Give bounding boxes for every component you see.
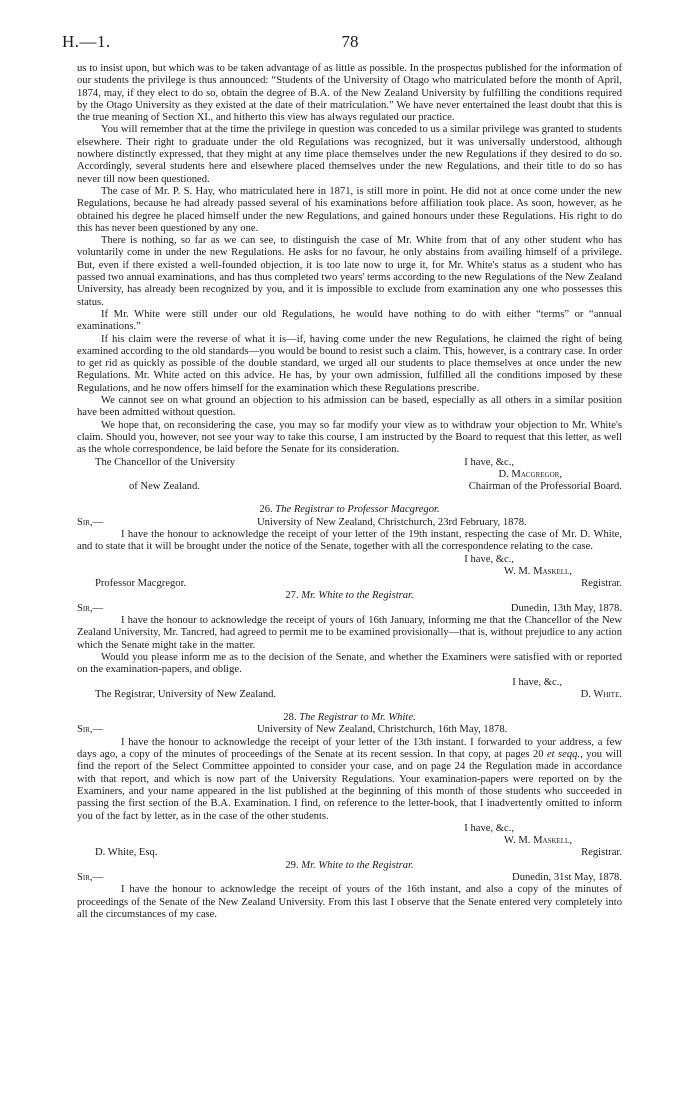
address-date: Dunedin, 31st May, 1878.	[512, 872, 622, 883]
italic-phrase: et seqq.	[546, 749, 581, 761]
letter-title: The Registrar to Mr. White.	[299, 712, 416, 724]
signer-title: Registrar.	[581, 847, 622, 859]
recipient: D. White, Esq.	[95, 847, 158, 859]
recipient-line: The Chancellor of the University	[95, 456, 236, 468]
letter-body: I have the honour to acknowledge the receipt of yours of 16th January, informing me that the Chancellor of the New Zealand University, Mr. Tancred, had agreed to permit me to be examined provisionally—that is, without prejudice to any action which the Senate might take in the matter.	[77, 615, 622, 651]
letter-number: 26.	[259, 504, 273, 516]
signer-name: W. M. Maskell,	[504, 565, 572, 577]
letter-heading	[77, 712, 622, 724]
salutation: Sir,—	[77, 724, 104, 736]
address-date: Dunedin, 13th May, 1878.	[510, 602, 622, 614]
letter-28	[77, 712, 622, 860]
signer-name: D. Macgregor,	[498, 468, 562, 480]
document-reference: H.—1.	[62, 32, 111, 51]
paragraph: There is nothing, so far as we can see, to distinguish the case of Mr. White from that of any other student who has voluntarily come in under the new Regulations. He asks for no favour, he only abstains from availing himself of a privilege. But, even if there existed a well-founded objection, it is too late now to urge it, for Mr. White's status as a student who has passed two annual examinations, and has thus completed two years' terms according to the new Regulations of the New Zealand University, has already been recognized by you, and it is impossible to exclude from examination any one who possesses this status.	[77, 235, 622, 308]
paragraph: If his claim were the reverse of what it is—if, having come under the new Regulations, he claimed the right of being examined according to the old standards—you would be bound to resist such a claim. This, however, is a contrary case. In order to get rid as quickly as possible of the double standard, we urged all our students to place themselves at once under the new Regulations. Mr. White acted on this advice. He has, by your own admission, fulfilled all the conditions imposed by these Regulations, and he now offers himself for the examination which these Regulations prescribe.	[77, 333, 622, 394]
salutation: Sir,—	[77, 516, 104, 528]
paragraph: The case of Mr. P. S. Hay, who matriculated here in 1871, is still more in point. He did not at once come under the new Regulations, because he had already passed several of his examinations before affiliation took place. As soon, however, as he obtained his degree he placed himself under the new Regulations, and gained honours under these Regulations. His right to do this has never been questioned by any one.	[77, 185, 622, 234]
letter-27	[77, 590, 622, 701]
closing: I have, &c.,	[464, 553, 514, 565]
letter-body: I have the honour to acknowledge the receipt of yours of the 16th instant, and also a copy of the minutes of proceedings of the Senate of the New Zealand University. From this last I observe that the Senate entered very completely into all the circumstances of my case.	[77, 884, 622, 920]
letter-26	[77, 504, 622, 590]
page-number: 78	[341, 32, 359, 51]
letter-number: 29.	[285, 859, 299, 871]
address-date: University of New Zealand, Christchurch, 23rd February, 1878.	[257, 516, 527, 528]
closing: I have, &c.,	[464, 822, 514, 834]
recipient: Professor Macgregor.	[95, 578, 187, 590]
letter-body: Would you please inform me as to the decision of the Senate, and whether the Examiners were satisfied with or reported on the examination-papers, and oblige.	[77, 651, 622, 676]
signer-name: D. White.	[580, 688, 622, 700]
paragraph: If Mr. White were still under our old Regulations, he would have nothing to do with either “terms” or “annual examinations.”	[77, 308, 622, 333]
salutation: Sir,—	[77, 872, 104, 883]
letter-heading	[77, 860, 622, 872]
address-date: University of New Zealand, Christchurch, 16th May, 1878.	[257, 724, 508, 736]
body-text-part: , you will find the report of the Select Committee appointed to consider your case, and on page 24 the Regulation made in accordance with that report, and which is now part of the University Regulations. Your examination-papers were reported on by the Examiners, and your name appeared in the list published at the beginning of this month of those students who succeeded in passing the first section of the B.A. Examination. I find, on reference to the letter-book, that I inadvertently omitted to inform you of the fact by letter, as in the case of the other students.	[77, 749, 622, 822]
body-text-part: I have the honour to acknowledge the receipt of your letter of the 13th instant. I forwarded to your address, a few days ago, a copy of the minutes of proceedings of the Senate at its recent session. In that copy, at pages 20	[77, 736, 622, 761]
letter-title: The Registrar to Professor Macgregor.	[275, 504, 440, 516]
salutation: Sir,—	[77, 602, 104, 614]
signer-name: W. M. Maskell,	[504, 835, 572, 847]
paragraph: us to insist upon, but which was to be taken advantage of as little as possible. In the prospectus published for the information of our students the privilege is thus announced: “Students of the University of Otago who matriculated before the month of April, 1874, may, if they elect to do so, obtain the degree of B.A. of the New Zealand University by fulfilling the conditions required by the Otago University as they existed at the date of their matriculation.” We have never entertained the least doubt that this is the true meaning of Section XI., and hitherto this view has always regulated our practice.	[77, 63, 622, 124]
letter-number: 27.	[285, 590, 299, 602]
letter-body: I have the honour to acknowledge the receipt of your letter of the 19th instant, respecting the case of Mr. D. White, and to state that it will be brought under the notice of the Senate, together with all the correspondence relating to the case.	[77, 528, 622, 553]
closing: I have, &c.,	[512, 676, 562, 688]
letter-heading	[77, 504, 622, 516]
paragraph: You will remember that at the time the privilege in question was conceded to us a similar privilege was granted to students elsewhere. Their right to graduate under the old Regulations was recognized, but it was universally understood, although nowhere distinctly expressed, that they might at any time place themselves under the new Regulations if they desired to do so. Accordingly, several students here and elsewhere placed themselves under the new Regulations, and their title to do so has never till now been questioned.	[77, 124, 622, 185]
running-header	[60, 32, 640, 54]
body-text	[77, 63, 622, 921]
closing: I have, &c.,	[464, 456, 514, 468]
letter-number: 28.	[283, 712, 297, 724]
paragraph: We cannot see on what ground an objection to his admission can be based, especially as all others in a similar position have been admitted without question.	[77, 395, 622, 419]
signer-title: Registrar.	[581, 578, 622, 590]
letter-title: Mr. White to the Registrar.	[301, 859, 414, 871]
letter-heading	[77, 590, 622, 602]
recipient-line: of New Zealand.	[129, 481, 200, 493]
paragraph: We hope that, on reconsidering the case, you may so far modify your view as to withdraw your objection to Mr. White's claim. Should you, however, not see your way to take this course, I am instructed by the Board to request that this letter, as well as the whole correspondence, be laid before the Senate for its consideration.	[77, 419, 622, 456]
signer-title: Chairman of the Professorial Board.	[468, 481, 622, 493]
recipient: The Registrar, University of New Zealand.	[95, 688, 277, 700]
letter-title: Mr. White to the Registrar.	[301, 590, 414, 602]
letter-29	[77, 860, 622, 921]
letter-body	[77, 737, 622, 823]
signature-block	[77, 457, 622, 494]
